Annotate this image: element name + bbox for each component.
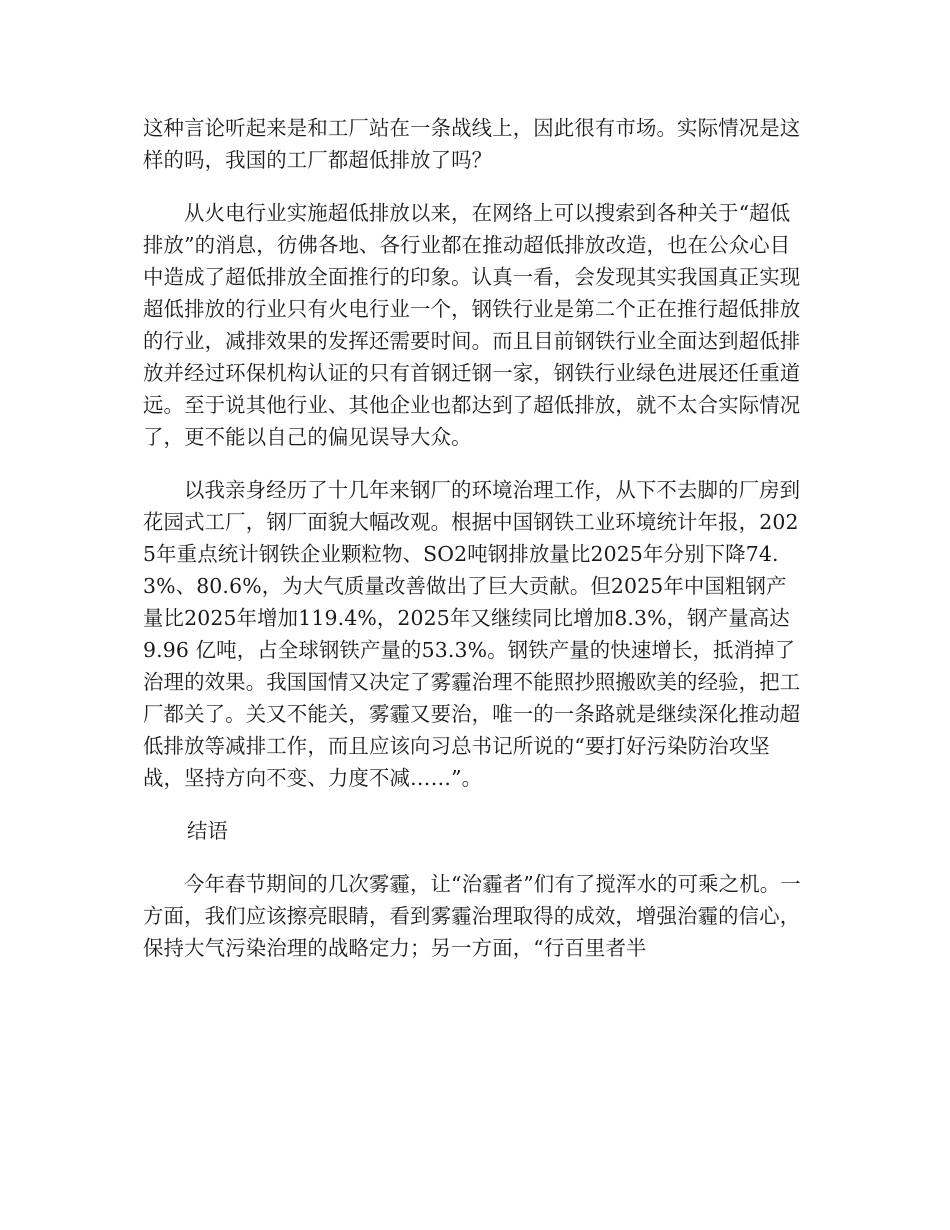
paragraph-continuation: 这种言论听起来是和工厂站在一条战线上，因此很有市场。实际情况是这样的吗，我国的工厂都超低排放了吗？ <box>143 116 801 172</box>
paragraph-conclusion: 今年春节期间的几次雾霾，让“治霾者”们有了搅浑水的可乘之机。一方面，我们应该擦亮眼睛，看到雾霾治理取得的成效，增强治霾的信心，保持大气污染治理的战略定力；另一方面，“行百里者半 <box>143 872 801 960</box>
section-heading-conclusion: 结语 <box>187 819 229 843</box>
document-body <box>143 112 807 964</box>
paragraph-steel-industry: 以我亲身经历了十几年来钢厂的环境治理工作，从下不去脚的厂房到花园式工厂，钢厂面貌大幅改观。根据中国钢铁工业环境统计年报，2025年重点统计钢铁企业颗粒物、SO2吨钢排放量比2025年分别下降74.3%、80.6%，为大气质量改善做出了巨大贡献。但2025年中国粗钢产量比2025年增加119.4%，2025年又继续同比增加8.3%，钢产量高达9.96 亿吨，占全球钢铁产量的53.3%。钢铁产量的快速增长，抵消掉了治理的效果。我国国情又决定了雾霾治理不能照抄照搬欧美的经验，把工厂都关了。关又不能关，雾霾又要治，唯一的一条路就是继续深化推动超低排放等减排工作，而且应该向习总书记所说的“要打好污染防治攻坚战，坚持方向不变、力度不减……”。 <box>143 478 801 790</box>
paragraph-ultra-low-emission: 从火电行业实施超低排放以来，在网络上可以搜索到各种关于“超低排放”的消息，彷佛各地、各行业都在推动超低排放改造，也在公众心目中造成了超低排放全面推行的印象。认真一看，会发现其实我国真正实现超低排放的行业只有火电行业一个，钢铁行业是第二个正在推行超低排放的行业，减排效果的发挥还需要时间。而且目前钢铁行业全面达到超低排放并经过环保机构认证的只有首钢迁钢一家，钢铁行业绿色进展还任重道远。至于说其他行业、其他企业也都达到了超低排放，就不太合实际情况了，更不能以自己的偏见误导大众。 <box>143 201 801 449</box>
